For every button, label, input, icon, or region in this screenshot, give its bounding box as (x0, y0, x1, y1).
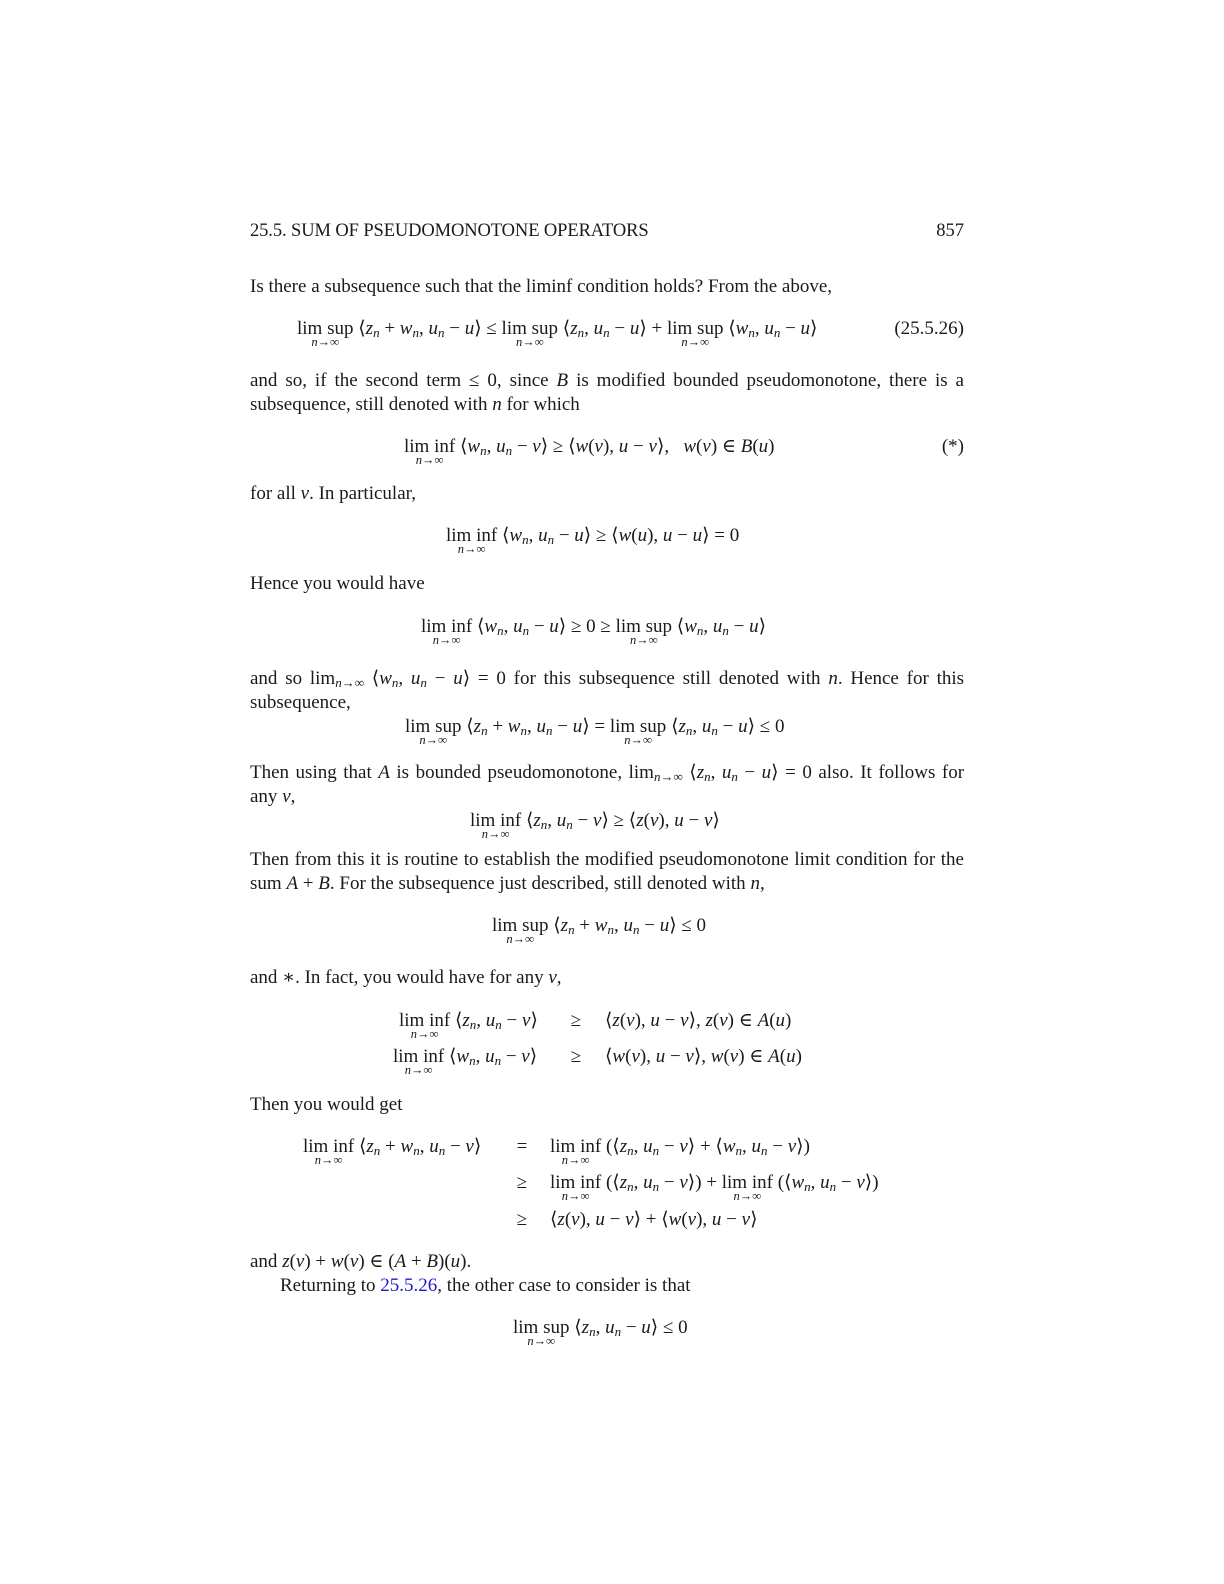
chain-lhs: lim inf n→∞ $⟨z_n + w_n$, $u_n$ − v⟩ (303, 1136, 482, 1167)
chain-rhs-2: lim inf n→∞ ($⟨z_n$, $u_n$ − v⟩) + lim inf n→∞ ($⟨w_n$, $u_n$ − v⟩) (550, 1172, 879, 1203)
equation-number-1: (25.5.26) (894, 318, 964, 339)
equation-8: lim sup n→∞ $⟨z_n$, $u_n$ − u⟩ ≤ 0 (513, 1317, 688, 1348)
equation-7: lim sup n→∞ $⟨z_n + w_n$, $u_n$ − u⟩ ≤ 0 (492, 915, 707, 946)
equation-6: lim inf n→∞ $⟨z_n$, $u_n$ − v⟩ ≥ ⟨z(v), u − v⟩ (470, 810, 720, 841)
paragraph-8: and ∗. In fact, you would have for any v, (250, 967, 562, 988)
equation-number-2: (*) (941, 436, 964, 457)
chain-rel-1: = (516, 1136, 528, 1157)
running-header: 25.5. SUM OF PSEUDOMONOTONE OPERATORS (250, 221, 649, 241)
aligned-rel-1: ≥ (570, 1010, 582, 1031)
paragraph-7: Then from this it is routine to establish the modified pseudomonotone limit condition for the sum A + B. For the subsequence just described, still denoted with n, (250, 849, 964, 894)
equation-star: lim inf n→∞ $⟨w_n$, $u_n$ − v⟩ ≥ ⟨w(v), u − v⟩, w(v) ∈ B(u) (404, 436, 775, 467)
page-number: 857 (936, 221, 964, 241)
paragraph-1: Is there a subsequence such that the liminf condition holds? From the above, (250, 276, 832, 297)
chain-rel-2: ≥ (516, 1172, 528, 1193)
paragraph-6: Then using that A is bounded pseudomonotone, $\lim_{n\to\infty}$ $⟨z_n$, $u_n$ − u⟩ = 0 also. It follows for any v, (250, 762, 965, 807)
aligned-rel-2: ≥ (570, 1046, 582, 1067)
paragraph-2: and so, if the second term ≤ 0, since B is modified bounded pseudomonotone, there is a subsequence, still denoted with n for which (250, 370, 964, 415)
equation-5: lim sup n→∞ $⟨z_n + w_n$, $u_n$ − u⟩ = lim sup n→∞ $⟨z_n$, $u_n$ − u⟩ ≤ 0 (405, 716, 785, 747)
chain-rhs-1: lim inf n→∞ ($⟨z_n$, $u_n$ − v⟩ + $⟨w_n$, $u_n$ − v⟩) (550, 1136, 810, 1167)
paragraph-3: for all v. In particular, (250, 483, 416, 504)
paragraph-9: Then you would get (250, 1094, 403, 1115)
chain-rhs-3: ⟨z(v), u − v⟩ + ⟨w(v), u − v⟩ (550, 1209, 758, 1230)
paragraph-11: Returning to 25.5.26, the other case to consider is that (280, 1275, 691, 1296)
aligned-rhs-2: ⟨w(v), u − v⟩, w(v) ∈ A(u) (605, 1046, 802, 1067)
chain-rel-3: ≥ (516, 1209, 528, 1230)
aligned-row-2: lim inf n→∞ $⟨w_n$, $u_n$ − v⟩ (393, 1046, 538, 1077)
aligned-row-1: lim inf n→∞ $⟨z_n$, $u_n$ − v⟩ (399, 1010, 538, 1041)
paragraph-4: Hence you would have (250, 573, 425, 594)
paragraph-5: and so $\lim_{n\to\infty}$ $⟨w_n$, $u_n$ − u⟩ = 0 for this subsequence still denoted with n. Hence for this subsequence, (250, 668, 965, 713)
paragraph-10: and z(v) + w(v) ∈ (A + B)(u). (250, 1251, 472, 1272)
equation-3: lim inf n→∞ $⟨w_n$, $u_n$ − u⟩ ≥ ⟨w(u), u − u⟩ = 0 (446, 525, 740, 556)
equation-25-5-26: lim sup n→∞ $⟨z_n + w_n$, $u_n$ − u⟩ ≤ lim sup n→∞ $⟨z_n$, $u_n$ − u⟩ + lim sup n→∞ $⟨w_n$, $u_n$ − u⟩ (297, 318, 818, 349)
equation-reference-link[interactable]: 25.5.26 (380, 1275, 438, 1296)
equation-4: lim inf n→∞ $⟨w_n$, $u_n$ − u⟩ ≥ 0 ≥ lim sup n→∞ $⟨w_n$, $u_n$ − u⟩ (421, 616, 767, 647)
aligned-rhs-1: ⟨z(v), u − v⟩, z(v) ∈ A(u) (605, 1010, 792, 1031)
